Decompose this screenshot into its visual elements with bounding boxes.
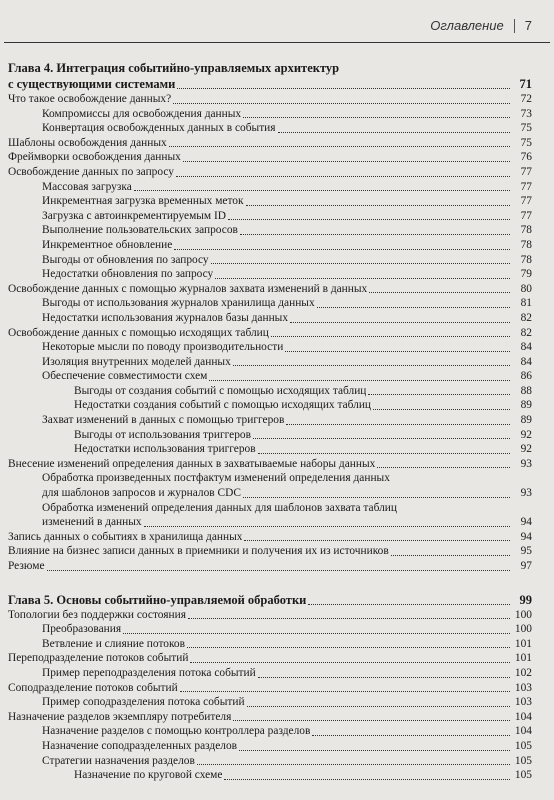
toc-entry-text: Освобождение данных с помощью журналов захвата изменений в данных bbox=[8, 282, 368, 295]
toc-entry-text: Недостатки использования журналов базы данных bbox=[42, 311, 289, 324]
toc-entry-page: 73 bbox=[520, 107, 532, 120]
dot-leader bbox=[278, 131, 510, 133]
dot-leader bbox=[285, 350, 510, 352]
toc-entry[interactable] bbox=[8, 92, 532, 107]
toc-entry-text: Освобождение данных по запросу bbox=[8, 165, 174, 178]
toc-entry-text: Пример соподразделения потока событий bbox=[42, 696, 245, 709]
toc-entry[interactable] bbox=[8, 355, 532, 370]
toc-entry[interactable] bbox=[8, 559, 532, 574]
toc-entry-page: 86 bbox=[520, 370, 532, 383]
dot-leader bbox=[308, 603, 510, 605]
toc-entry-text: Запись данных о событиях в хранилища данных bbox=[8, 530, 243, 543]
dot-leader bbox=[368, 393, 510, 395]
chapter-title: Глава 5. Основы событийно-управляемой обработки bbox=[8, 592, 307, 607]
dot-leader bbox=[369, 291, 510, 293]
header-section-title: Оглавление bbox=[430, 18, 504, 33]
dot-leader bbox=[246, 204, 510, 206]
dot-leader bbox=[224, 778, 510, 780]
toc-entry-text: Выгоды от использования журналов хранилища данных bbox=[42, 297, 315, 310]
toc-entry-page: 78 bbox=[520, 253, 532, 266]
toc-entry-page: 104 bbox=[514, 710, 532, 723]
toc-entry-text: Пример переподразделения потока событий bbox=[42, 666, 256, 679]
toc-entry[interactable] bbox=[8, 413, 532, 428]
dot-leader bbox=[312, 734, 510, 736]
toc-entry-page: 81 bbox=[520, 297, 532, 310]
chapter-title: Глава 4. Интеграция событийно-управляемых архитектур bbox=[8, 61, 340, 75]
toc-entry[interactable] bbox=[8, 150, 532, 165]
dot-leader bbox=[258, 452, 510, 454]
toc-entry-page: 100 bbox=[514, 623, 532, 636]
chapter-spacer bbox=[8, 574, 532, 584]
toc-entry-page: 95 bbox=[520, 545, 532, 558]
toc-entry-page: 105 bbox=[514, 769, 532, 782]
dot-leader bbox=[134, 189, 510, 191]
dot-leader bbox=[290, 321, 510, 323]
dot-leader bbox=[215, 277, 510, 279]
chapter-title-cont: с существующими системами bbox=[8, 77, 176, 91]
dot-leader bbox=[373, 408, 510, 410]
header-rule bbox=[4, 42, 550, 43]
dot-leader bbox=[177, 87, 510, 89]
toc-entry-text: Выгоды от использования триггеров bbox=[74, 428, 251, 441]
dot-leader bbox=[47, 569, 510, 571]
dot-leader bbox=[123, 632, 510, 634]
toc-entry-page: 100 bbox=[514, 608, 532, 621]
toc-entry-page: 80 bbox=[520, 282, 532, 295]
toc-entry-text: Переподразделение потоков событий bbox=[8, 652, 189, 665]
toc-entry-page: 77 bbox=[520, 180, 532, 193]
toc-entry-page: 82 bbox=[520, 326, 532, 339]
toc-entry-page: 78 bbox=[520, 224, 532, 237]
toc-entry-text: Влияние на бизнес записи данных в приемники и получения их из источников bbox=[8, 545, 389, 558]
toc-entry-text: Выгоды от обновления по запросу bbox=[42, 253, 209, 266]
dot-leader bbox=[243, 116, 510, 118]
toc-entry[interactable] bbox=[8, 695, 532, 710]
toc-entry-text: Массовая загрузка bbox=[42, 180, 132, 193]
dot-leader bbox=[180, 690, 510, 692]
dot-leader bbox=[244, 539, 510, 541]
dot-leader bbox=[271, 335, 510, 337]
toc-entry-text: для шаблонов запросов и журналов CDC bbox=[42, 487, 241, 500]
toc-entry[interactable] bbox=[8, 428, 532, 443]
dot-leader bbox=[240, 233, 510, 235]
toc-entry-text: Освобождение данных с помощью исходящих таблиц bbox=[8, 326, 269, 339]
toc-entry-text: Загрузка с автоинкрементируемым ID bbox=[42, 209, 227, 222]
chapter-5 bbox=[8, 592, 532, 783]
dot-leader bbox=[239, 749, 510, 751]
toc-entry[interactable] bbox=[8, 180, 532, 195]
dot-leader bbox=[243, 496, 510, 498]
toc-entry-line1: Обработка произведенных постфактум изменений определения данных bbox=[42, 472, 390, 485]
toc-entry-page: 77 bbox=[520, 165, 532, 178]
dot-leader bbox=[317, 306, 510, 308]
toc-entry[interactable] bbox=[8, 326, 532, 341]
toc-entry-text: изменений в данных bbox=[42, 516, 142, 529]
toc-entry[interactable] bbox=[8, 651, 532, 666]
dot-leader bbox=[144, 525, 510, 527]
toc-entry-page: 72 bbox=[520, 93, 532, 105]
dot-leader bbox=[391, 554, 510, 556]
toc-entry-page: 105 bbox=[514, 739, 532, 752]
dot-leader bbox=[286, 423, 510, 425]
toc-entry[interactable] bbox=[8, 369, 532, 384]
toc-entry[interactable] bbox=[8, 165, 532, 180]
toc-entry-page: 94 bbox=[520, 530, 532, 543]
toc-entry[interactable] bbox=[8, 340, 532, 355]
toc-entry[interactable] bbox=[8, 457, 532, 472]
dot-leader bbox=[233, 364, 510, 366]
toc-entry-page: 75 bbox=[520, 122, 532, 135]
toc-entry-text: Что такое освобождение данных? bbox=[8, 93, 172, 105]
dot-leader bbox=[233, 719, 510, 721]
toc-entry[interactable] bbox=[8, 710, 532, 725]
toc-entry[interactable] bbox=[8, 754, 532, 769]
toc-entry-page: 93 bbox=[520, 487, 532, 500]
toc-entry[interactable] bbox=[8, 622, 532, 637]
toc-entry-text: Стратегии назначения разделов bbox=[42, 754, 195, 767]
toc-entry-text: Соподразделение потоков событий bbox=[8, 681, 178, 694]
toc-entry[interactable] bbox=[8, 296, 532, 311]
toc-entry-line1: Обработка изменений определения данных для шаблонов захвата таблиц bbox=[42, 501, 397, 514]
header-separator bbox=[514, 19, 515, 33]
dot-leader bbox=[174, 248, 510, 250]
toc-entry-page: 101 bbox=[514, 652, 532, 665]
chapter-page: 99 bbox=[519, 592, 532, 607]
toc-entry-page: 92 bbox=[520, 443, 532, 456]
table-of-contents bbox=[8, 52, 532, 783]
toc-entry-page: 77 bbox=[520, 195, 532, 208]
dot-leader bbox=[258, 676, 510, 678]
toc-entry-text: Недостатки создания событий с помощью исходящих таблиц bbox=[74, 399, 372, 412]
toc-entry[interactable] bbox=[8, 486, 532, 501]
toc-entry-text: Шаблоны освобождения данных bbox=[8, 136, 167, 149]
toc-entry-text: Захват изменений в данных с помощью триггеров bbox=[42, 414, 285, 427]
toc-entry-text: Фреймворки освобождения данных bbox=[8, 151, 181, 164]
chapter-title-line[interactable] bbox=[8, 592, 532, 608]
toc-entry-text: Недостатки использования триггеров bbox=[74, 443, 256, 456]
toc-entry-page: 89 bbox=[520, 399, 532, 412]
toc-entry-text: Изоляция внутренних моделей данных bbox=[42, 355, 231, 368]
toc-entry-text: Выгоды от создания событий с помощью исходящих таблиц bbox=[74, 384, 367, 397]
toc-entry[interactable] bbox=[8, 121, 532, 136]
toc-entry[interactable] bbox=[8, 724, 532, 739]
toc-entry-page: 75 bbox=[520, 136, 532, 149]
toc-entry[interactable] bbox=[8, 253, 532, 268]
toc-entry-text: Компромиссы для освобождения данных bbox=[42, 107, 242, 120]
toc-entry[interactable] bbox=[8, 267, 532, 282]
chapter-title-line[interactable] bbox=[8, 76, 532, 92]
toc-entry-page: 97 bbox=[520, 560, 532, 572]
toc-entry-text: Выполнение пользовательских запросов bbox=[42, 224, 238, 237]
toc-entry-text: Ветвление и слияние потоков bbox=[42, 637, 185, 650]
dot-leader bbox=[197, 763, 510, 765]
dot-leader bbox=[228, 218, 510, 220]
toc-entry[interactable] bbox=[8, 194, 532, 209]
toc-entry[interactable] bbox=[8, 282, 532, 297]
toc-entry[interactable] bbox=[8, 136, 532, 151]
toc-entry-page: 89 bbox=[520, 414, 532, 427]
toc-entry[interactable] bbox=[8, 107, 532, 122]
toc-entry[interactable] bbox=[8, 530, 532, 545]
toc-entry-text: Инкрементное обновление bbox=[42, 238, 173, 251]
toc-entry[interactable] bbox=[8, 515, 532, 530]
toc-entry-text: Назначение разделов с помощью контроллера разделов bbox=[42, 725, 311, 738]
toc-entry-page: 105 bbox=[514, 754, 532, 767]
toc-entry[interactable] bbox=[8, 544, 532, 559]
toc-entry-page: 103 bbox=[514, 681, 532, 694]
dot-leader bbox=[176, 175, 510, 177]
chapter-4 bbox=[8, 60, 532, 574]
toc-entry-text: Инкрементная загрузка временных меток bbox=[42, 195, 244, 208]
toc-entry-text: Преобразования bbox=[42, 623, 122, 636]
dot-leader bbox=[209, 379, 510, 381]
dot-leader bbox=[187, 646, 510, 648]
toc-entry-page: 88 bbox=[520, 384, 532, 397]
toc-entry-page: 94 bbox=[520, 516, 532, 529]
toc-entry[interactable] bbox=[8, 637, 532, 652]
toc-entry-text: Некоторые мысли по поводу производительности bbox=[42, 341, 284, 354]
toc-entry-page: 84 bbox=[520, 341, 532, 354]
toc-entry-page: 93 bbox=[520, 457, 532, 470]
toc-entry[interactable] bbox=[8, 666, 532, 681]
toc-entry[interactable] bbox=[8, 238, 532, 253]
dot-leader bbox=[247, 705, 510, 707]
toc-entry-page: 78 bbox=[520, 238, 532, 251]
toc-entry[interactable] bbox=[8, 384, 532, 399]
dot-leader bbox=[169, 145, 510, 147]
dot-leader bbox=[190, 661, 510, 663]
toc-entry-page: 79 bbox=[520, 268, 532, 281]
toc-entry-page: 76 bbox=[520, 151, 532, 164]
toc-entry-page: 92 bbox=[520, 428, 532, 441]
toc-entry[interactable] bbox=[8, 442, 532, 457]
toc-entry[interactable] bbox=[8, 311, 532, 326]
toc-entry-text: Обеспечение совместимости схем bbox=[42, 370, 208, 383]
header-page-number: 7 bbox=[524, 18, 532, 33]
dot-leader bbox=[183, 160, 510, 162]
toc-entry-text: Конвертация освобожденных данных в события bbox=[42, 122, 276, 135]
toc-entry-page: 84 bbox=[520, 355, 532, 368]
toc-entry-page: 101 bbox=[514, 637, 532, 650]
dot-leader bbox=[173, 102, 510, 104]
toc-entry-page: 103 bbox=[514, 696, 532, 709]
toc-entry-text: Назначение соподразделенных разделов bbox=[42, 739, 238, 752]
toc-entry-text: Назначение разделов экземпляру потребителя bbox=[8, 710, 232, 723]
toc-entry-text: Недостатки обновления по запросу bbox=[42, 268, 214, 281]
toc-entry-text: Резюме bbox=[8, 560, 45, 572]
toc-entry[interactable] bbox=[8, 209, 532, 224]
dot-leader bbox=[377, 466, 510, 468]
toc-entry-page: 104 bbox=[514, 725, 532, 738]
chapter-page: 71 bbox=[519, 77, 532, 91]
toc-entry-page: 77 bbox=[520, 209, 532, 222]
toc-entry-text: Внесение изменений определения данных в захватываемые наборы данных bbox=[8, 457, 376, 470]
toc-entry-page: 82 bbox=[520, 311, 532, 324]
dot-leader bbox=[188, 617, 510, 619]
toc-entry-page: 102 bbox=[514, 666, 532, 679]
toc-entry[interactable] bbox=[8, 768, 532, 783]
toc-entry[interactable] bbox=[8, 223, 532, 238]
toc-entry[interactable] bbox=[8, 608, 532, 623]
toc-entry[interactable] bbox=[8, 681, 532, 696]
toc-entry[interactable] bbox=[8, 739, 532, 754]
running-header bbox=[430, 18, 532, 33]
toc-entry-text: Назначение по круговой схеме bbox=[74, 769, 223, 782]
dot-leader bbox=[253, 437, 510, 439]
toc-entry-text: Топологии без поддержки состояния bbox=[8, 608, 186, 621]
toc-entry[interactable] bbox=[8, 398, 532, 413]
dot-leader bbox=[211, 262, 510, 264]
